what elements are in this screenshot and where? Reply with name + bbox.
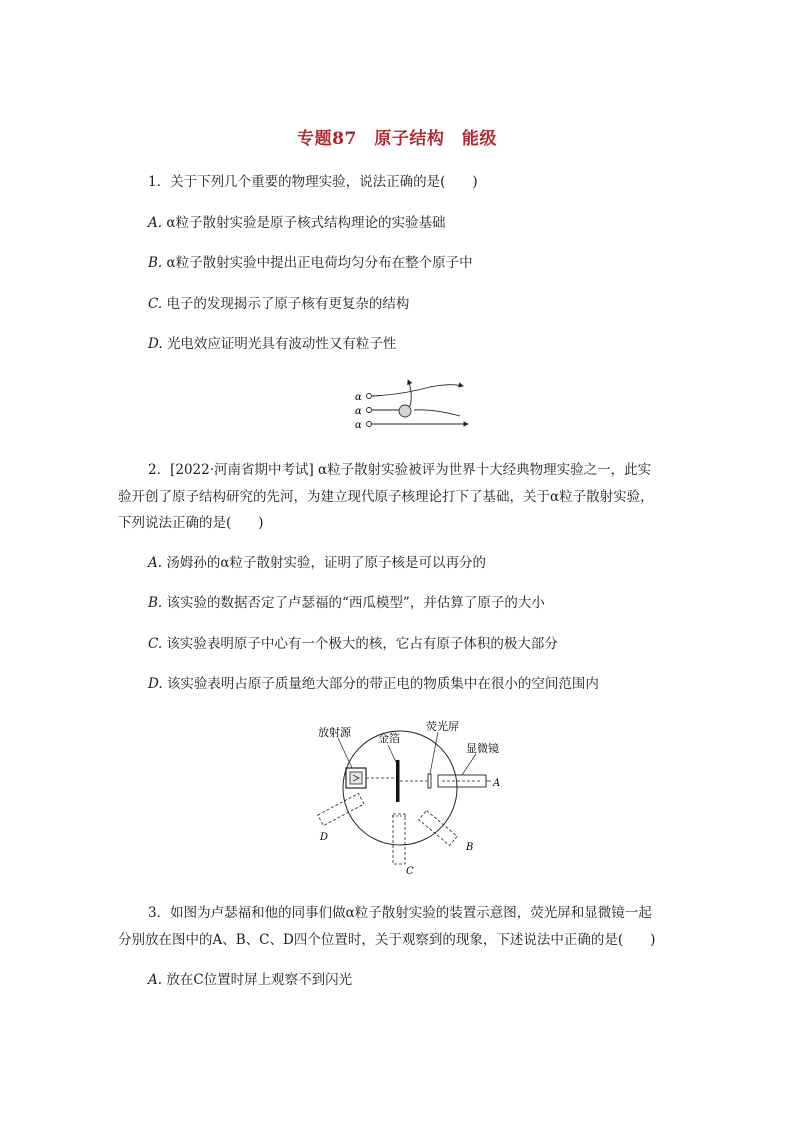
- q2-stem-line-1: 2．[2022·河南省期中考试] α粒子散射实验被评为世界十大经典物理实验之一，此实: [148, 462, 652, 478]
- option-letter: D.: [148, 676, 163, 692]
- page-title: 专题87 原子结构 能级: [297, 129, 497, 149]
- alpha-label-1: α: [355, 392, 362, 403]
- foil-label: 金箔: [378, 732, 400, 745]
- alpha-particle-2: [367, 408, 372, 413]
- alpha-label-2: α: [355, 406, 362, 417]
- deflected-trajectory: [414, 410, 460, 416]
- microscope-d: [318, 793, 364, 825]
- q1-option-b: [148, 253, 473, 273]
- q3-stem-line-1: 3．如图为卢瑟福和他的同事们做α粒子散射实验的装置示意图，荧光屏和显微镜一起: [148, 905, 652, 921]
- option-text: 汤姆孙的α粒子散射实验，证明了原子核是可以再分的: [166, 555, 486, 571]
- microscope-c: [393, 814, 405, 864]
- alpha-particle-3: [367, 422, 372, 427]
- nucleus: [399, 405, 411, 417]
- option-text: α粒子散射实验是原子核式结构理论的实验基础: [166, 215, 446, 231]
- option-letter: D.: [148, 336, 163, 352]
- q2-stem-line-3: 下列说法正确的是( ): [118, 515, 264, 531]
- position-b-label: B: [466, 842, 474, 853]
- screen-label: 荧光屏: [426, 720, 459, 733]
- option-letter: C.: [148, 636, 163, 652]
- alpha-trajectory-figure: [350, 376, 480, 434]
- q3-option-a: [148, 970, 352, 990]
- microscope-b: [419, 811, 457, 846]
- q1-option-c: [148, 294, 409, 314]
- q3-stem-line-2: 分别放在图中的A、B、C、D四个位置时，关于观察到的现象，下述说法中正确的是( ): [118, 932, 656, 948]
- option-letter: A.: [148, 215, 163, 231]
- q2-option-b: [148, 593, 545, 613]
- option-letter: B.: [148, 595, 163, 611]
- q2-stem-line-2: 验开创了原子结构研究的先河，为建立现代原子核理论打下了基础，关于α粒子散射实验，: [118, 489, 654, 505]
- screen-a: [428, 774, 431, 788]
- option-letter: B.: [148, 255, 163, 271]
- microscope-leader: [462, 754, 476, 775]
- screen-leader: [430, 732, 438, 774]
- option-letter: A.: [148, 555, 163, 571]
- source-label: 放射源: [318, 726, 351, 739]
- option-text: 该实验表明原子中心有一个极大的核，它占有原子体积的极大部分: [166, 636, 558, 652]
- q2-option-a: [148, 553, 486, 573]
- option-text: 该实验表明占原子质量绝大部分的带正电的物质集中在很小的空间范围内: [166, 676, 599, 692]
- option-text: 光电效应证明光具有波动性又有粒子性: [166, 336, 397, 352]
- q1-option-a: [148, 213, 445, 233]
- source-core: [350, 772, 362, 784]
- alpha-particle-1: [367, 394, 372, 399]
- gold-foil: [396, 760, 400, 802]
- foil-leader: [388, 745, 396, 762]
- option-text: α粒子散射实验中提出正电荷均匀分布在整个原子中: [166, 255, 473, 271]
- position-c-label: C: [406, 866, 414, 877]
- option-text: 电子的发现揭示了原子核有更复杂的结构: [166, 296, 410, 312]
- q1-stem: 1．关于下列几个重要的物理实验，说法正确的是( ): [148, 174, 478, 190]
- position-a-label: A: [493, 778, 501, 789]
- option-text: 该实验的数据否定了卢瑟福的“西瓜模型”，并估算了原子的大小: [166, 595, 545, 611]
- microscope-label: 显微镜: [466, 742, 499, 755]
- source-leader: [338, 738, 352, 768]
- upper-trajectory: [372, 385, 463, 396]
- q2-option-d: [148, 674, 599, 694]
- rutherford-apparatus-figure: [310, 718, 522, 878]
- option-text: 放在C位置时屏上观察不到闪光: [166, 972, 353, 988]
- q2-option-c: [148, 634, 558, 654]
- option-letter: C.: [148, 296, 163, 312]
- q1-option-d: [148, 334, 396, 354]
- position-d-label: D: [320, 832, 329, 843]
- option-letter: A.: [148, 972, 163, 988]
- alpha-label-3: α: [355, 420, 362, 431]
